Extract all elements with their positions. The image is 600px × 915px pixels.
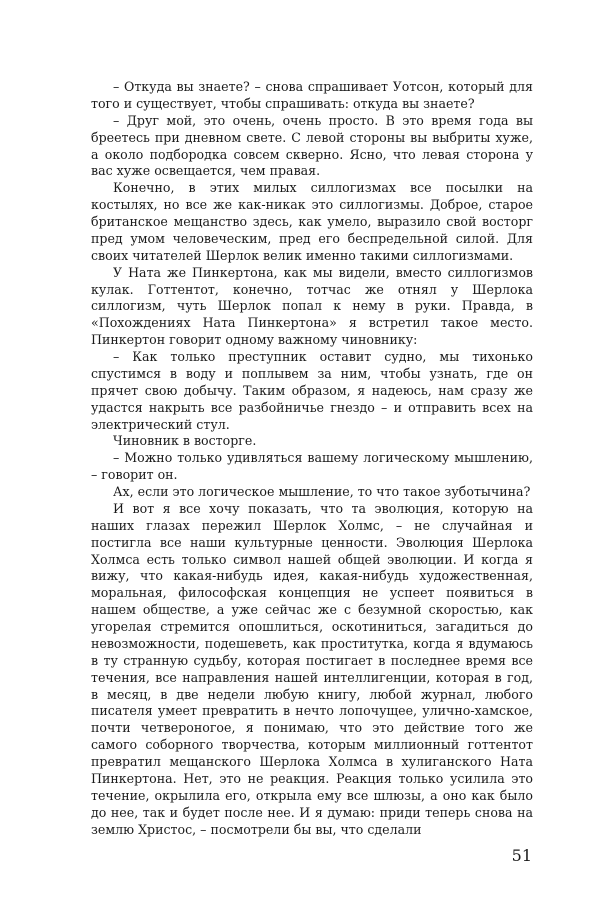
paragraph-4: У Ната же Пинкертона, как мы видели, вместо силлогизмов кулак. Готтентот, конечно, тотчас же отнял у Шерлока силлогизм, чуть Шерлок попал к нему в руки. Правда, в «Похождениях Ната Пинкертона» я встретил такое место. Пинкертон говорит одному важному чиновнику:: [91, 264, 533, 348]
paragraph-3: Конечно, в этих милых силлогизмах все посылки на костылях, но все же как-никак это силлогизмы. Доброе, старое британское мещанство здесь, как умело, выразило свой восторг пред умом человеческим, пред его беспредельной силой. Для своих читателей Шерлок велик именно такими силлогизмами.: [91, 180, 533, 263]
paragraph-1: – Откуда вы знаете? – снова спрашивает Уотсон, который для того и существует, чтобы спрашивать: откуда вы знаете?: [91, 79, 533, 111]
paragraph-6: Чиновник в восторге.: [113, 433, 257, 449]
paragraph-9: И вот я все хочу показать, что та эволюция, которую на наших глазах пережил Шерлок Холмс, – не случайная и постигла все наши культурные ценности. Эволюция Шерлока Холмса есть только символ нашей общей эволюции. И когда я вижу, что какая-нибудь идея, какая-нибудь художественная, моральная, философская концепция не успеет появиться в нашем обществе, а уже сейчас же с безумной скоростью, как угорелая стремится опошлиться, оскотиниться, загадиться до невозможности, подешеветь, как проститутка, когда я вдумаюсь в ту странную судьбу, которая постигает в последнее время все течения, все направления нашей интеллигенции, которая в год, в месяц, в две недели любую книгу, любой журнал, любого писателя умеет превратить в нечто лопочущее, улично-хамское, почти четвероногое, я понимаю, что это действие того же самого соборного творчества, которым миллионный готтентот превратил мещанского Шерлока Холмса в хулиганского Ната Пинкертона. Нет, это не реакция. Реакция только усилила это течение, окрылила его, открыла ему все шлюзы, а оно как было до нее, так и будет после нее. И я думаю: приди теперь снова на землю Христос, – посмотрели бы вы, что сделали: [91, 500, 533, 837]
paragraph-8: Ах, если это логическое мышление, то что такое зуботычина?: [113, 484, 531, 499]
paragraph-5: – Как только преступник оставит судно, мы тихонько спустимся в воду и поплывем за ним, чтобы узнать, где он прячет свою добычу. Таким образом, я надеюсь, нам сразу же удастся накрыть все разбойничье гнездо – и отправить всех на электрический стул.: [91, 349, 533, 432]
page-number: 51: [511, 846, 532, 865]
paragraph-2: – Друг мой, это очень, очень просто. В это время года вы бреетесь при дневном свете. С левой стороны вы выбриты хуже, а около подбородка совсем скверно. Ясно, что левая сторона у вас хуже освещается, чем правая.: [91, 112, 533, 179]
body-text: [91, 79, 533, 838]
paragraph-7: – Можно только удивляться вашему логическому мышлению, – говорит он.: [91, 450, 533, 483]
